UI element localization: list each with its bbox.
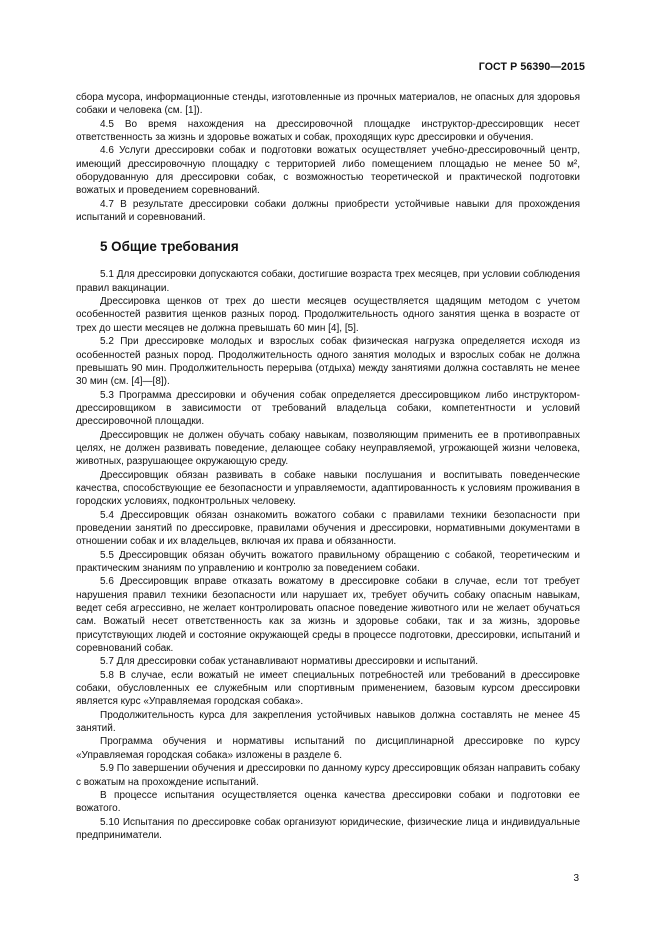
document-body	[76, 91, 580, 842]
paragraph-5-7: 5.7 Для дрессировки собак устанавливают нормативы дрессировки и испытаний.	[100, 656, 479, 668]
paragraph-5-3: 5.3 Программа дрессировки и обучения собак определяется дрессировщиком либо инструктором-дрессировщиком в зависимости от требований владельца собаки, компетентности и условий дрессировочной площадки.	[76, 389, 580, 428]
standard-header: ГОСТ Р 56390—2015	[478, 61, 585, 73]
page-number: 3	[573, 873, 579, 884]
paragraph: В процессе испытания осуществляется оценка качества дрессировки собаки и подготовки ее вожатого.	[76, 789, 580, 815]
paragraph-4-7: 4.7 В результате дрессировки собаки должны приобрести устойчивые навыки для прохождения испытаний и соревнований.	[76, 198, 580, 224]
paragraph-5-1: 5.1 Для дрессировки допускаются собаки, достигшие возраста трех месяцев, при условии соблюдения правил вакцинации.	[76, 269, 580, 294]
paragraph-5-8: 5.8 В случае, если вожатый не имеет специальных потребностей или требований в дрессировке собаки, обусловленных ее служебным или спортивным применением, базовым курсом дрессировки является курс «Управляемая городская собака».	[76, 669, 580, 708]
paragraph: Дрессировщик не должен обучать собаку навыкам, позволяющим применить ее в противоправных целях, не должен развивать поведение, делающее собаку неуправляемой, угрожающей жизни человека, животных, разрушающее окружающую среду.	[76, 429, 580, 468]
paragraph-5-10: 5.10 Испытания по дрессировке собак организуют юридические, физические лица и индивидуальные предприниматели.	[76, 816, 580, 841]
paragraph: Дрессировка щенков от трех до шести месяцев осуществляется щадящим методом с учетом особенностей развития щенков разных пород. Продолжительность одного занятия щенка в возрасте от трех до шести месяцев не должна превышать 60 мин [4], [5].	[76, 296, 580, 334]
paragraph-5-5: 5.5 Дрессировщик обязан обучить вожатого правильному обращению с собакой, теоретическим и практическим знаниям по управлению и контролю за поведением собаки.	[76, 549, 580, 574]
paragraph-5-9: 5.9 По завершении обучения и дрессировки по данному курсу дрессировщик обязан направить собаку с вожатым на прохождение испытаний.	[76, 763, 580, 788]
paragraph: Продолжительность курса для закрепления устойчивых навыков должна составлять не менее 45 занятий.	[76, 709, 580, 735]
paragraph: сбора мусора, информационные стенды, изготовленные из прочных материалов, не опасных для здоровья собаки и человека (см. [1]).	[76, 92, 580, 117]
section-title: 5 Общие требования	[100, 239, 239, 255]
paragraph-5-2: 5.2 При дрессировке молодых и взрослых собак физическая нагрузка определяется исходя из особенностей разных пород. Продолжительность одного занятия молодых и взрослых собак не должна превышать 90 мин. Продолжительность перерыва (отдыха) между занятиями должна составлять не менее 30 мин (см. [4]—[8]).	[76, 336, 580, 388]
paragraph-4-5: 4.5 Во время нахождения на дрессировочной площадке инструктор-дрессировщик несет ответственность за жизнь и здоровье вожатых и собак, проходящих курс дрессировки и обучения.	[76, 118, 580, 144]
general-requirements-section	[76, 268, 580, 842]
paragraph-5-6: 5.6 Дрессировщик вправе отказать вожатому в дрессировке собаки в случае, если тот требует нарушения правил техники безопасности или нарушает их, требует обучить собаку опасным навыкам, ведет себя агрессивно, не желает контролировать опасное поведение животного или не желает обучаться сам. Вожатый несет ответственность как за жизнь и здоровье собаки, так и за жизнь, здоровье присутствующих людей и состояние окружающей среды в процессе подготовки, дрессировки, испытаний и соревнований собак.	[76, 576, 580, 655]
paragraph: Программа обучения и нормативы испытаний по дисциплинарной дрессировке по курсу «Управляемая городская собака» изложены в разделе 6.	[76, 736, 580, 761]
paragraph-5-4: 5.4 Дрессировщик обязан ознакомить вожатого собаки с правилами техники безопасности при проведении занятий по дрессировке, правилами обучения и дрессировки, нормативными документами в отношении собак и их владельцев, включая их права и обязанности.	[76, 509, 580, 548]
paragraph: Дрессировщик обязан развивать в собаке навыки послушания и воспитывать поведенческие качества, способствующие ее безопасности и управляемости, адаптированность к условиям проживания в городских условиях, подконтрольных человеку.	[76, 469, 580, 508]
intro-section	[76, 91, 580, 224]
paragraph-4-6: 4.6 Услуги дрессировки собак и подготовки вожатых осуществляет учебно-дрессировочный центр, имеющий дрессировочную площадку с территорией либо помещением площадью не менее 50 м², оборудованную для дрессировки собак, с возможностью теоретической и практической подготовки вожатых и проведением соревнований.	[76, 145, 580, 197]
